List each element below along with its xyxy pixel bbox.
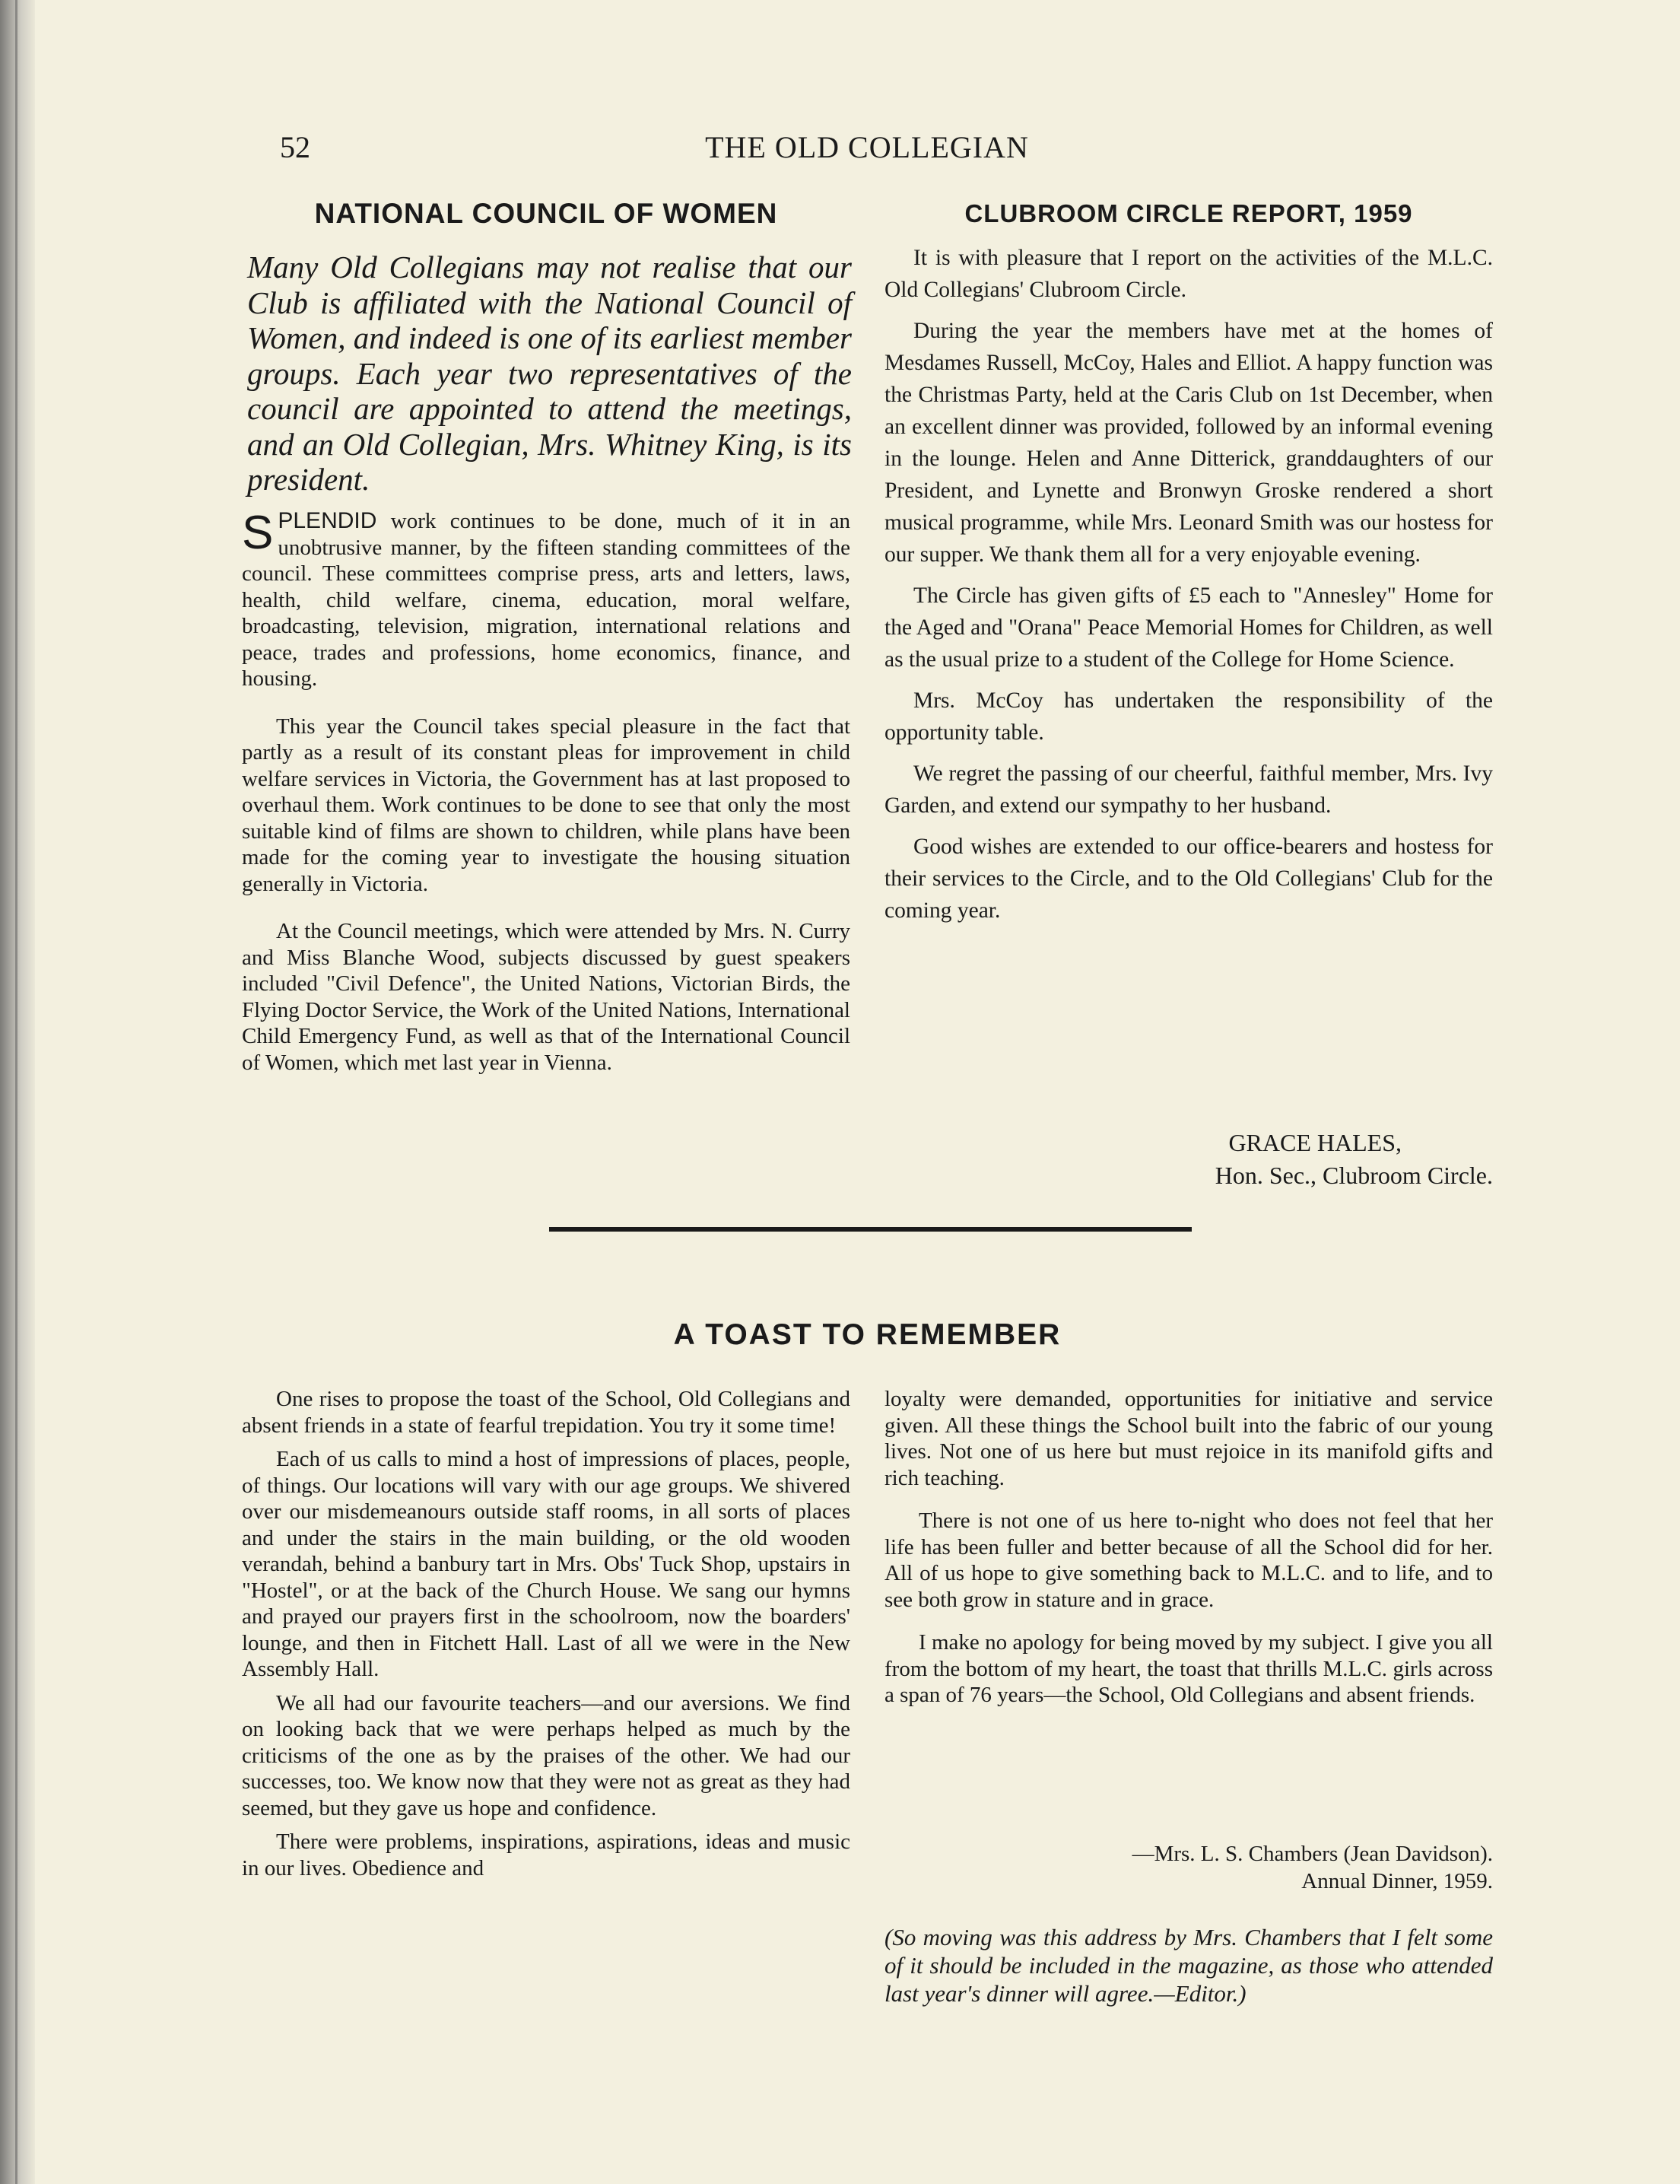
toast-signature: —Mrs. L. S. Chambers (Jean Davidson). (1132, 1842, 1493, 1866)
clubroom-paragraph-2: During the year the members have met at the homes of Mesdames Russell, McCoy, Hales and Elliot. A happy function was the Christmas Party, held at the Caris Club on 1st December, when an excellent dinner was provided, followed by an informal evening in the lounge. Helen and Anne Ditterick, granddaughters of our President, and Lynette and Bronwyn Groske rendered a short musical programme, while Mrs. Leonard Smith was our hostess for our supper. We thank them all for a very enjoyable evening. (884, 319, 1493, 567)
ncw-paragraph-3: At the Council meetings, which were attended by Mrs. N. Curry and Miss Blanche Wood, subjects discussed by guest speakers included "Civil Defence", the United Nations, Victorian Birds, the Flying Doctor Service, the Work of the United Nations, International Child Emergency Fund, as well as that of the International Council of Women, which met last year in Vienna. (242, 919, 850, 1075)
editor-note: (So moving was this address by Mrs. Chambers that I felt some of it should be included in the magazine, as those who attended last year's dinner will agree.—Editor.) (884, 1924, 1493, 2007)
page-binding-edge (0, 0, 35, 2184)
clubroom-heading: CLUBROOM CIRCLE REPORT, 1959 (964, 199, 1413, 227)
clubroom-signature-name: GRACE HALES, (1228, 1129, 1402, 1156)
ncw-paragraph-2: This year the Council takes special pleasure in the fact that partly as a result of its constant pleas for improvement in child welfare services in Victoria, the Government has at last proposed to overhaul them. Work continues to be done to see that only the most suitable kind of films are shown to children, while plans have been made for the coming year to investigate the housing situation generally in Victoria. (242, 714, 850, 896)
binding-shadow (15, 0, 17, 2184)
toast-paragraph: There were problems, inspirations, aspirations, ideas and music in our lives. Obedience and (242, 1830, 850, 1880)
ncw-intro: Many Old Collegians may not realise that our Club is affiliated with the National Council of Women, and indeed is one of its earliest member groups. Each year two representatives of the council are appointed to attend the meetings, and an Old Collegian, Mrs. Whitney King, is its president. (247, 250, 852, 497)
toast-heading: A TOAST TO REMEMBER (673, 1318, 1062, 1351)
clubroom-signature-role: Hon. Sec., Clubroom Circle. (1215, 1162, 1493, 1189)
toast-paragraph: We all had our favourite teachers—and our aversions. We find on looking back that we were perhaps helped as much by the criticisms of the one as by the praises of the other. We had our successes, too. We know now that they were not as great as they had seemed, but they gave us hope and confidence. (242, 1690, 850, 1820)
toast-right-column (884, 1386, 1493, 1709)
ncw-heading: NATIONAL COUNCIL OF WOMEN (314, 198, 778, 229)
ncw-lead-word: PLENDID (278, 508, 377, 533)
section-divider (549, 1227, 1192, 1232)
ncw-paragraph-1-text: work continues to be done, much of it in an unobtrusive manner, by the fifteen standing committees of the council. These committees comprise press, arts and letters, laws, health, child welfare, cinema, education, moral welfare, broadcasting, television, migration, international relations and peace, trades and professions, home economics, finance, and housing. (242, 509, 850, 691)
toast-event: Annual Dinner, 1959. (1301, 1869, 1493, 1893)
toast-paragraph: I make no apology for being moved by my subject. I give you all from the bottom of my heart, the toast that thrills M.L.C. girls across a span of 76 years—the School, Old Collegians and absent friends. (884, 1630, 1493, 1707)
clubroom-paragraph-3: The Circle has given gifts of £5 each to "Annesley" Home for the Aged and "Orana" Peace Memorial Homes for Children, as well as the usual prize to a student of the College for Home Science. (884, 583, 1493, 672)
running-title: THE OLD COLLEGIAN (705, 130, 1029, 164)
toast-paragraph-continued: loyalty were demanded, opportunities for initiative and service given. All these things the School built into the fabric of our young lives. Not one of us here but must rejoice in its manifold gifts and rich teaching. (884, 1387, 1493, 1490)
ncw-body (242, 508, 850, 1076)
clubroom-body (884, 242, 1493, 927)
drop-cap: S (242, 507, 274, 559)
page-number: 52 (280, 130, 310, 164)
clubroom-paragraph-4: Mrs. McCoy has undertaken the responsibility of the opportunity table. (884, 688, 1493, 745)
toast-left-column (242, 1386, 850, 1881)
toast-paragraph: One rises to propose the toast of the School, Old Collegians and absent friends in a state of fearful trepidation. You try it some time! (242, 1387, 850, 1438)
toast-paragraph: There is not one of us here to-night who does not feel that her life has been fuller and better because of all the School did for her. All of us hope to give something back to M.L.C. and to life, and to see both grow in stature and in grace. (884, 1508, 1493, 1612)
clubroom-paragraph-1: It is with pleasure that I report on the activities of the M.L.C. Old Collegians' Clubroom Circle. (884, 246, 1493, 302)
clubroom-paragraph-6: Good wishes are extended to our office-bearers and hostess for their services to the Circle, and to the Old Collegians' Club for the coming year. (884, 834, 1493, 923)
clubroom-paragraph-5: We regret the passing of our cheerful, faithful member, Mrs. Ivy Garden, and extend our sympathy to her husband. (884, 761, 1493, 818)
toast-paragraph: Each of us calls to mind a host of impressions of places, people, of things. Our locations will vary with our age groups. We shivered over our misdemeanours outside staff rooms, in all sorts of places and under the stairs in the main building, or the old wooden verandah, behind a banbury tart in Mrs. Obs' Tuck Shop, upstairs in "Hostel", or at the back of the Church House. We sang our hymns and prayed our prayers first in the schoolroom, now the boarders' lounge, and then in Fitchett Hall. Last of all we were in the New Assembly Hall. (242, 1447, 850, 1681)
ncw-paragraph-1 (242, 508, 850, 692)
